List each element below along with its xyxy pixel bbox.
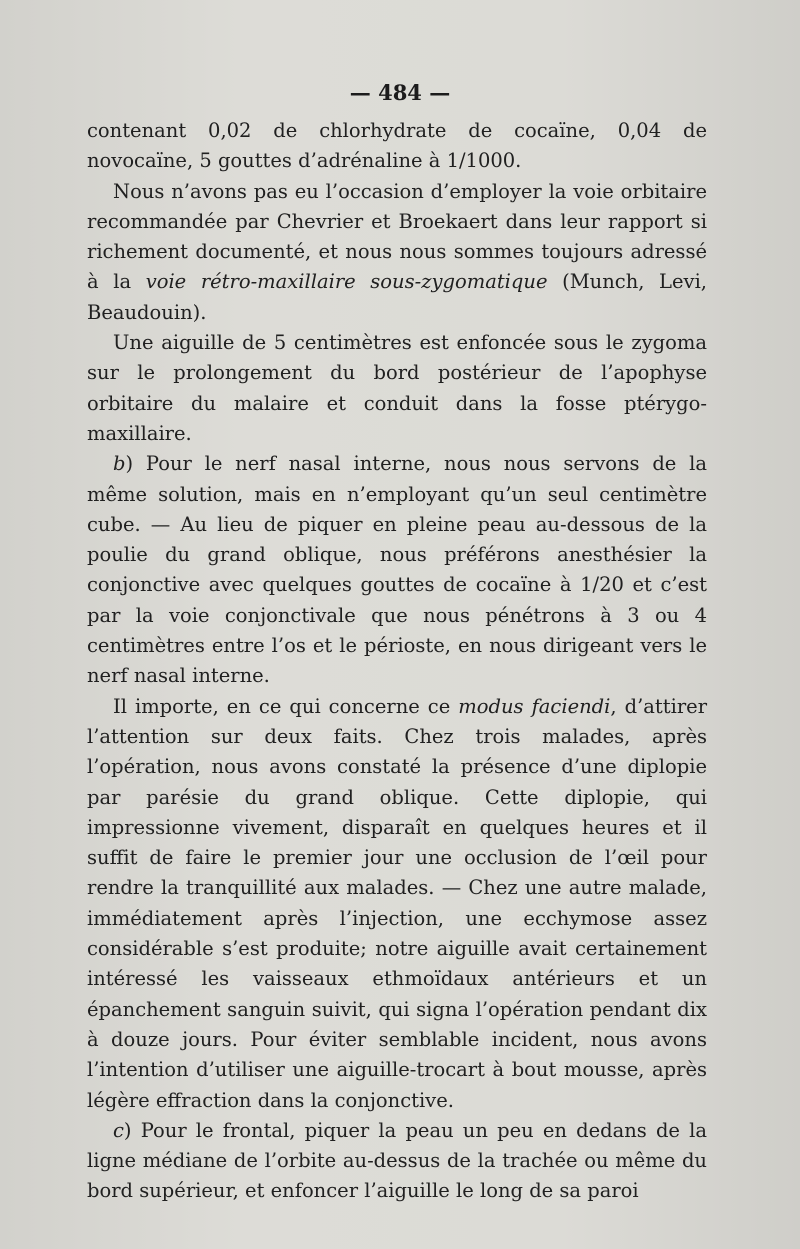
text-segment: Il importe, en ce qui concerne ce bbox=[113, 694, 459, 718]
text-segment: ) Pour le nerf nasal interne, nous nous servons de la même solution, mais en n’employant qu’un seul centimètre cube. — Au lieu de piquer en pleine peau au-dessous de la poulie du grand oblique, nous préférons anesthésier la conjonctive avec quelques gouttes de cocaïne à 1/20 et c’est par la voie conjonctivale que nous pénétrons à 3 ou 4 centimètres entre l’os et le périoste, en nous dirigeant vers le nerf nasal interne. bbox=[87, 452, 707, 688]
paragraph-p6 bbox=[87, 1116, 707, 1207]
page-number: — 484 — bbox=[349, 80, 451, 105]
text-segment: (Munch, Levi, Beaudouin). bbox=[87, 270, 707, 324]
text-segment: ) Pour le frontal, piquer la peau un peu en dedans de la ligne médiane de l’orbite au-dessus de la trachée ou même du bord supérieur, et enfoncer l’aiguille le long de sa paroi bbox=[87, 1118, 707, 1203]
body-text bbox=[87, 116, 707, 1207]
text-segment: , d’attirer l’attention sur deux faits. Chez trois malades, après l’opération, nous avons constaté la présence d’une diplopie par parésie du grand oblique. Cette diplopie, qui impressionne vivement, disparaît en quelques heures et il suffit de faire le premier jour une occlusion de l’œil pour rendre la tranquillité aux malades. — Chez une autre malade, immédiatement après l’injection, une ecchymose assez considérable s’est produite; notre aiguille avait certainement intéressé les vaisseaux ethmoïdaux antérieurs et un épanchement sanguin suivit, qui signa l’opération pendant dix à douze jours. Pour éviter semblable incident, nous avons l’intention d’utiliser une aiguille-trocart à bout mousse, après légère effraction dans la conjonctive. bbox=[87, 694, 708, 1112]
paragraph-p3 bbox=[87, 328, 707, 449]
paragraph-p2 bbox=[87, 177, 707, 328]
italic-text: b bbox=[113, 452, 126, 476]
paragraph-p5 bbox=[87, 692, 707, 1116]
text-segment: Nous n’avons pas eu l’occasion d’employer la voie orbitaire recommandée par Chevrier et Broekaert dans leur rapport si richement documenté, et nous nous sommes toujours adressé à la bbox=[87, 179, 707, 294]
paragraph-p4 bbox=[87, 449, 707, 691]
text-segment: contenant 0,02 de chlorhydrate de cocaïne, 0,04 de novocaïne, 5 gouttes d’adrénaline à 1/1000. bbox=[87, 119, 707, 173]
italic-text: modus faciendi bbox=[458, 694, 611, 718]
italic-text: c bbox=[113, 1118, 124, 1142]
text-segment: Une aiguille de 5 centimètres est enfoncée sous le zygoma sur le prolongement du bord postérieur de l’apophyse orbitaire du malaire et conduit dans la fosse ptérygo-maxillaire. bbox=[87, 331, 707, 445]
paragraph-p1 bbox=[87, 116, 707, 177]
italic-text: voie rétro-maxillaire sous-zygomatique bbox=[145, 270, 548, 294]
